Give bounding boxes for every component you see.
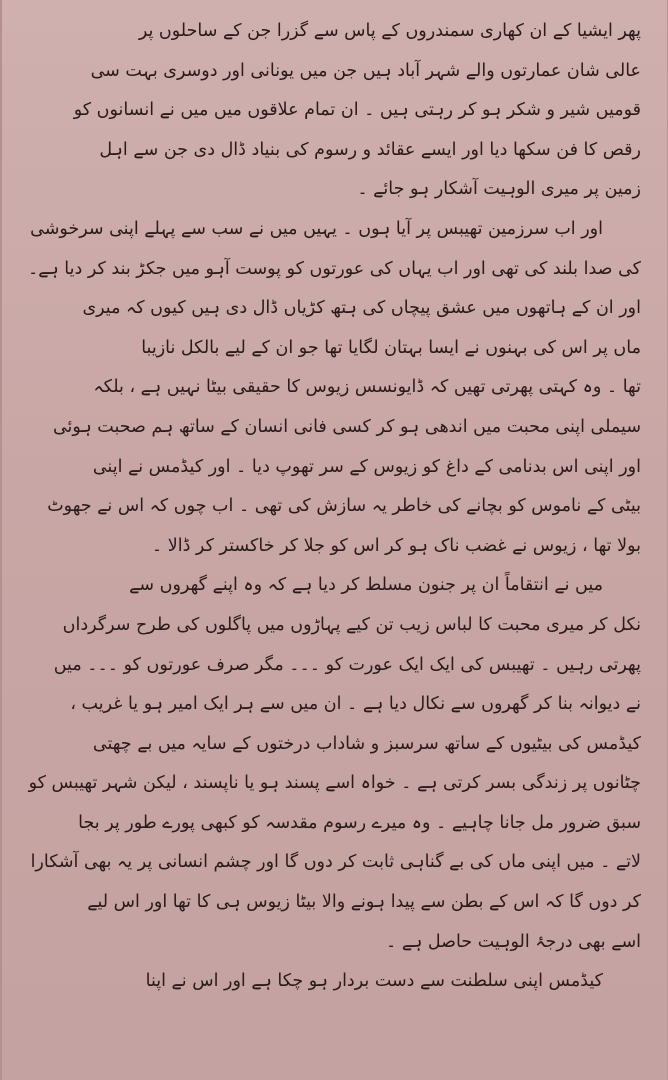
text-line: چٹانوں پر زندگی بسر کرتی ہے ۔ خواہ اسے پسند ہو یا ناپسند ، لیکن شہر تھیبس کو [28,773,641,794]
text-line: کی صدا بلند کی تھی اور اب یہاں کی عورتوں کو پوست آہو میں جکڑ بند کر دیا ہے۔ [27,258,641,279]
text-line: قومیں شیر و شکر ہو کر رہتی ہیں ۔ ان تمام علاقوں میں میں نے انسانوں کو [73,100,641,121]
text-line: بولا تھا ، زیوس نے غضب ناک ہو کر اس کو جلا کر خاکستر کر ڈالا ۔ [151,535,641,556]
urdu-text-column [24,12,641,1002]
paragraph-start-line: میں نے انتقاماً ان پر جنون مسلط کر دیا ہے کہ وہ اپنے گھروں سے [129,575,603,596]
text-line: پھر ایشیا کے ان کھاری سمندروں کے پاس سے گزرا جن کے ساحلوں پر [138,21,641,41]
text-line: پھرتی رہیں ۔ تھیبس کی ایک ایک عورت کو ۔۔۔ مگر صرف عورتوں کو ۔۔۔ میں [53,654,641,675]
text-line: لاتے ۔ میں اپنی ماں کی بے گناہی ثابت کر دوں گا اور چشم انسانی پر یہ بھی آشکارا [30,852,641,873]
paragraph-start-line: اور اب سرزمین تھیبس پر آیا ہوں ۔ یہیں میں نے سب سے پہلے اپنی سرخوشی [30,218,603,239]
text-line: زمین پر میری الوہیت آشکار ہو جائے ۔ [357,179,641,200]
text-line: کیڈمس کی بیٹیوں کے ساتھ سرسبز و شاداب درختوں کے سایہ میں بے چھتی [92,733,641,754]
text-line: اور ان کے ہاتھوں میں عشق پیچاں کی ہتھ کڑیاں ڈال دی ہیں کیوں کہ میری [82,298,641,319]
text-line: کر دوں گا کہ اس کے بطن سے پیدا ہونے والا بیٹا زیوس ہی کا تھا اور اس لیے [87,892,641,913]
text-line: نے دیوانہ بنا کر گھروں سے نکال دیا ہے ۔ ان میں سے ہر ایک امیر ہو یا غریب ، [70,694,641,715]
text-line: نکل کر میری محبت کا لباس زیب تن کیے پہاڑوں میں پاگلوں کی طرح سرگرداں [62,614,641,635]
text-line: تھا ۔ وہ کہتی پھرتی تھیں کہ ڈایونسس زیوس کا حقیقی بیٹا نہیں ہے ، بلکہ [93,377,641,398]
text-line: رقص کا فن سکھا دیا اور ایسے عقائد و رسوم کی بنیاد ڈال دی جن سے اہل [99,139,641,160]
text-line: اسے بھی درجۂ الوہیت حاصل ہے ۔ [386,931,641,952]
text-line: عالی شان عمارتوں والے شہر آباد ہیں جن میں یونانی اور دوسری بہت سی [90,60,641,81]
paragraph-start-line: کیڈمس اپنی سلطنت سے دست بردار ہو چکا ہے اور اس نے اپنا [145,971,603,992]
text-line: اور اپنی اس بدنامی کے داغ کو زیوس کے سر تھوپ دیا ۔ اور کیڈمس نے اپنی [92,456,641,477]
text-line: ماں پر اس کی بہنوں نے ایسا بہتان لگایا تھا جو ان کے لیے بالکل نازیبا [141,337,641,358]
text-line: بیٹی کے ناموس کو بچانے کی خاطر یہ سازش کی تھی ۔ اب چوں کہ اس نے جھوٹ [47,496,641,517]
text-line: سیملی اپنی محبت میں اندھی ہو کر کسی فانی انسان کے ساتھ ہم صحبت ہوئی [52,416,641,437]
text-line: سبق ضرور مل جانا چاہیے ۔ وہ میرے رسوم مقدسہ کو کبھی پورے طور پر بجا [78,812,641,833]
